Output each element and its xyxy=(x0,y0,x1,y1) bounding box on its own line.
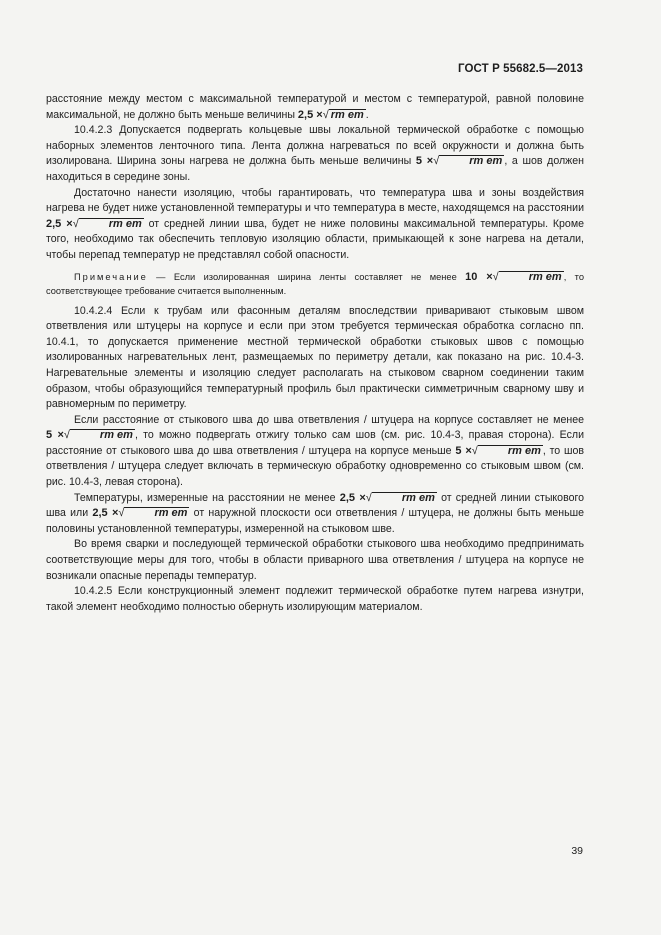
document-body xyxy=(46,92,584,615)
formula: 2,5 ×√ rm em xyxy=(297,108,364,121)
note-label: Примечание xyxy=(74,271,148,282)
paragraph-continuation: расстояние между местом с максимальной температурой и местом с температурой, равной половине максимальной, не должно быть меньше величины 2,5 ×√ rm em . xyxy=(46,93,584,121)
paragraph-temperatures: Температуры, измеренные на расстоянии не менее 2,5 ×√ rm em от средней линии стыкового шва или 2,5 ×√ rm em от наружной плоскости оси ответвления / штуцера, не должны быть меньше половины установленной температуры, измеренной на стыковом шве. xyxy=(46,491,584,535)
page-number: 39 xyxy=(571,845,583,857)
formula: 10 ×√ rm em xyxy=(465,270,562,283)
paragraph-welding: Во время сварки и последующей термической обработки стыкового шва необходимо предпринимать соответствующие меры для того, чтобы в области приварного шва ответвления / штуцера на корпусе не возникали опасные перепады температур. xyxy=(46,538,584,582)
paragraph-10-4-2-4: 10.4.2.4 Если к трубам или фасонным деталям впоследствии приваривают стыковым швом ответвления или штуцеры на корпусе и если при этом требуется термическая обработка согласно пп. 10.4.1, то допускается применение местной термической обработки стыковых швов с помощью изолированных нагревательных лент, размещаемых по периметру детали, как показано на рис. 10.4-3. Нагревательные элементы и изоляцию следует располагать на стыковом сварном соединении таким образом, чтобы образующийся температурный профиль был практически симметричным сварному шву и равномерным по периметру. xyxy=(46,304,584,411)
document-id: ГОСТ Р 55682.5—2013 xyxy=(458,63,583,75)
formula: 2,5 ×√ rm em xyxy=(339,491,435,504)
paragraph-10-4-2-5: 10.4.2.5 Если конструкционный элемент подлежит термической обработке путем нагрева изнутри, такой элемент необходимо полностью обернуть изолирующим материалом. xyxy=(46,585,584,613)
formula: 2,5 ×√ rm em xyxy=(92,507,188,520)
formula: 5 ×√ rm em xyxy=(455,444,541,457)
paragraph-insulation: Достаточно нанести изоляцию, чтобы гарантировать, что температура шва и зоны воздействия нагрева не будет ниже установленной температуры и что температура в месте, находящемся на расстоянии 2,5 ×√ rm em от средней линии шва, будет не ниже половины максимальной температуры. Кроме того, необходимо так обеспечить тепловую изоляцию области, примыкающей к зоне нагрева на детали, чтобы перепад температур не представлял собой опасности. xyxy=(46,186,584,261)
note: Примечание — Если изолированная ширина ленты составляет не менее 10 ×√ rm em , то соответствующее требование считается выполненным. xyxy=(46,270,584,296)
formula: 5 ×√ rm em xyxy=(46,429,133,442)
formula: 2,5 ×√ rm em xyxy=(46,217,142,230)
paragraph-distance: Если расстояние от стыкового шва до шва ответвления / штуцера на корпусе составляет не менее 5 ×√ rm em , то можно подвергать отжигу только сам шов (см. рис. 10.4-3, правая сторона). Если расстояние от стыкового шва до шва ответвления / штуцера на корпусе меньше 5 ×√ rm em , то шов ответвления / штуцера следует включать в термическую обработку одновременно со стыковым швом (см. рис. 10.4-3, левая сторона). xyxy=(46,413,584,489)
paragraph-10-4-2-3: 10.4.2.3 Допускается подвергать кольцевые швы локальной термической обработке с помощью наборных элементов ленточного типа. Лента должна нагреваться по всей окружности и должна быть изолирована. Ширина зоны нагрева не должна быть меньше величины 5 ×√ rm em , а шов должен находиться в середине зоны. xyxy=(46,124,584,183)
formula: 5 ×√ rm em xyxy=(415,155,503,168)
